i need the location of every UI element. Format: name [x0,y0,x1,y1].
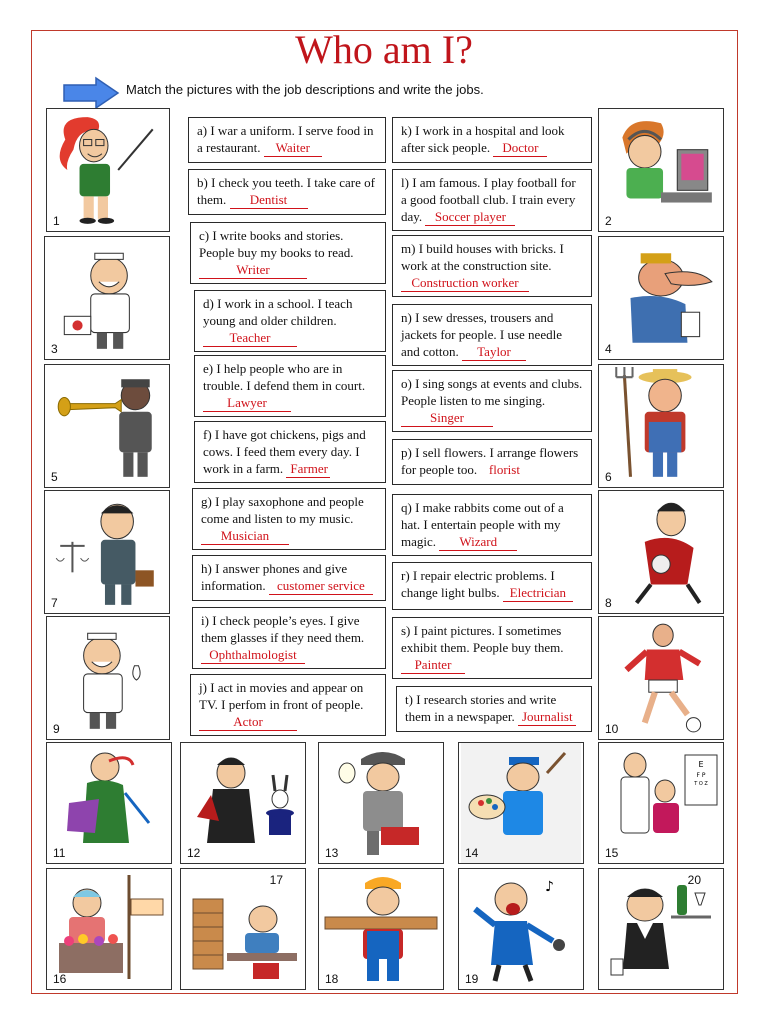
answer-field[interactable]: Soccer player [425,208,515,226]
picture-number: 15 [605,846,619,860]
description-text: q) I make rabbits come out of a hat. I entertain people with my magic. [401,500,564,549]
description-k [392,117,592,163]
picture-number: 17 [269,873,283,887]
picture-number: 19 [465,972,479,986]
description-text: s) I paint pictures. I sometimes exhibit them. People buy them. [401,623,564,655]
picture-card-4 [598,236,724,360]
picture-number: 9 [53,722,60,736]
description-text: h) I answer phones and give information. [201,561,348,593]
picture-card-1 [46,108,170,232]
picture-card-16 [46,868,172,990]
description-text: p) I sell flowers. I arrange flowers for people too. [401,445,579,477]
builder-icon [319,869,443,989]
description-r [392,562,592,610]
description-text: o) I sing songs at events and clubs. People listen to me singing. [401,376,583,408]
picture-number: 11 [53,846,66,860]
picture-number: 2 [605,214,612,228]
description-text: i) I check people’s eyes. I give them glasses if they need them. [201,613,365,645]
description-text: m) I build houses with bricks. I work at the construction site. [401,241,564,273]
picture-number: 12 [187,846,201,860]
picture-card-2 [598,108,724,232]
picture-card-14 [458,742,584,864]
description-p [392,439,592,485]
answer-field[interactable]: Painter [401,656,465,674]
answer-field[interactable]: Musician [201,527,289,545]
description-a [188,117,386,163]
description-j [190,674,386,736]
answer-field[interactable]: customer service [269,577,373,595]
soccer-player-icon [599,617,723,739]
picture-card-12 [180,742,306,864]
answer-field[interactable]: Ophthalmologist [201,646,305,664]
answer-field[interactable]: florist [488,462,520,477]
picture-number: 18 [325,972,339,986]
picture-card-18 [318,868,444,990]
answer-field[interactable]: Teacher [203,329,297,347]
singer-icon [459,869,583,989]
description-text: e) I help people who are in trouble. I defend them in court. [203,361,366,393]
svg-text:E: E [698,760,704,769]
writer-icon [181,869,305,989]
waiter-icon [599,869,723,989]
arrow-right-icon [62,76,120,110]
picture-number: 5 [51,470,58,484]
picture-number: 8 [605,596,612,610]
description-b [188,169,386,215]
description-l [392,169,592,231]
description-f [194,421,386,483]
answer-field[interactable]: Doctor [493,139,547,157]
description-d [194,290,386,352]
description-text: c) I write books and stories. People buy my books to read. [199,228,354,260]
farmer-icon [599,365,723,487]
description-text: l) I am famous. I play football for a good football club. I train every day. [401,175,576,224]
description-m [392,235,592,297]
description-h [192,555,386,601]
picture-card-8 [598,490,724,614]
answer-field[interactable]: Lawyer [203,394,291,412]
tailor-icon [47,743,171,863]
trumpet-player-icon [45,365,169,487]
description-text: f) I have got chickens, pigs and cows. I feed them every day. I work in a farm. [203,427,366,476]
actor-icon [599,491,723,613]
picture-number: 4 [605,342,612,356]
description-g [192,488,386,550]
description-text: t) I research stories and write them in a newspaper. [405,692,557,724]
construction-supervisor-icon [599,237,723,359]
description-text: d) I work in a school. I teach young and older children. [203,296,353,328]
customer-service-icon [599,109,723,231]
picture-card-9 [46,616,170,740]
description-s [392,617,592,679]
dentist-icon [47,617,169,739]
picture-number: 16 [53,972,67,986]
description-text: a) I war a uniform. I serve food in a restaurant. [197,123,374,155]
page-title: Who am I? [295,27,473,72]
instruction-text: Match the pictures with the job descriptions and write the jobs. [126,82,484,97]
description-text: b) I check you teeth. I take care of them. [197,175,375,207]
picture-card-10 [598,616,724,740]
painter-icon [459,743,583,863]
magician-icon [181,743,305,863]
ophthalmologist-icon [599,743,723,863]
picture-number: 6 [605,470,612,484]
svg-text:F P: F P [696,772,706,779]
picture-card-15 [598,742,724,864]
answer-field[interactable]: Electrician [503,584,573,602]
electrician-icon [319,743,443,863]
description-text: r) I repair electric problems. I change light bulbs. [401,568,555,600]
picture-card-17 [180,868,306,990]
description-q [392,494,592,556]
answer-field[interactable]: Singer [401,409,493,427]
answer-field[interactable]: Taylor [462,343,526,361]
picture-number: 14 [465,846,479,860]
description-c [190,222,386,284]
description-i [192,607,386,669]
answer-field[interactable]: Wizard [439,533,517,551]
picture-number: 13 [325,846,339,860]
picture-number: 1 [53,214,60,228]
picture-number: 3 [51,342,58,356]
svg-text:♪: ♪ [545,879,554,895]
answer-field[interactable]: Journalist [518,708,576,726]
picture-card-3 [44,236,170,360]
answer-field[interactable]: Waiter [264,139,322,157]
picture-card-19 [458,868,584,990]
answer-field[interactable]: Writer [199,261,307,279]
picture-card-20 [598,868,724,990]
description-text: g) I play saxophone and people come and listen to my music. [201,494,364,526]
description-e [194,355,386,417]
svg-text:T O Z: T O Z [694,781,708,787]
lawyer-icon [45,491,169,613]
answer-field[interactable]: Construction worker [401,274,529,292]
picture-number: 20 [687,873,701,887]
doctor-icon [45,237,169,359]
picture-card-5 [44,364,170,488]
picture-number: 10 [605,722,619,736]
answer-field[interactable]: Actor [199,713,297,731]
picture-card-6 [598,364,724,488]
teacher-icon [47,109,169,231]
picture-number: 7 [51,596,58,610]
florist-icon [47,869,171,989]
picture-card-13 [318,742,444,864]
description-n [392,304,592,366]
picture-card-7 [44,490,170,614]
description-text: n) I sew dresses, trousers and jackets for people. I use needle and cotton. [401,310,562,359]
description-text: j) I act in movies and appear on TV. I perfom in front of people. [199,680,364,712]
description-t [396,686,592,732]
description-text: k) I work in a hospital and look after sick people. [401,123,565,155]
description-o [392,370,592,432]
answer-field[interactable]: Dentist [230,191,308,209]
answer-field[interactable]: Farmer [286,460,330,478]
picture-card-11 [46,742,172,864]
